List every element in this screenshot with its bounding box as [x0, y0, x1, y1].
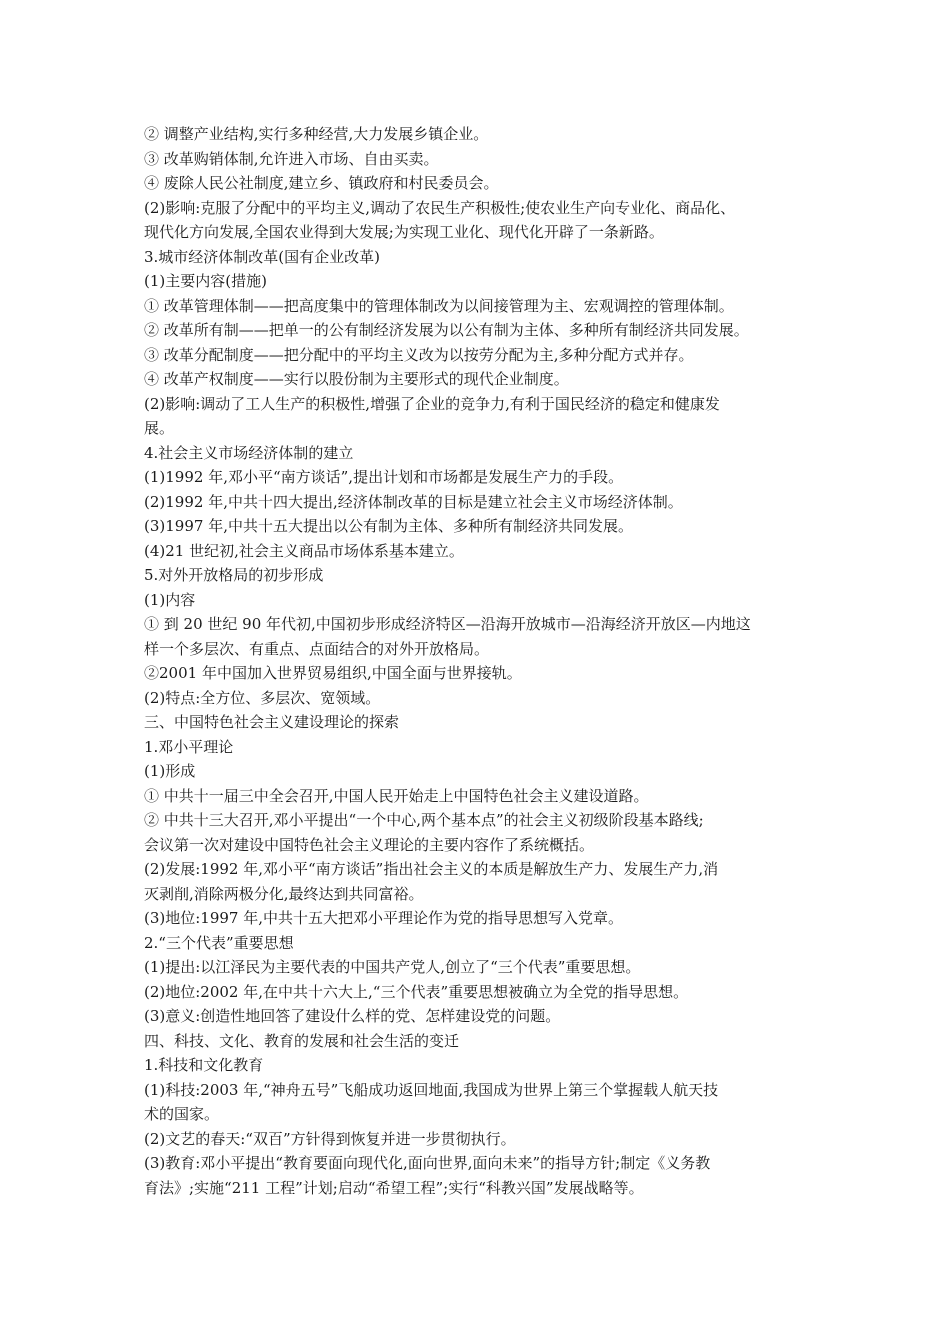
- text-line: (2)地位:2002 年,在中共十六大上,“三个代表”重要思想被确立为全党的指导思想。: [144, 982, 689, 1001]
- section-heading: 1.科技和文化教育: [144, 1056, 264, 1074]
- text-line: (2)发展:1992 年,邓小平“南方谈话”指出社会主义的本质是解放生产力、发展生产力,消: [144, 860, 719, 878]
- text-line: 样一个多层次、有重点、点面结合的对外开放格局。: [144, 639, 490, 658]
- text-line: 现代化方向发展,全国农业得到大发展;为实现工业化、现代化开辟了一条新路。: [144, 223, 664, 241]
- text-line: (3)1997 年,中共十五大提出以公有制为主体、多种所有制经济共同发展。: [144, 517, 633, 535]
- text-line: (3)意义:创造性地回答了建设什么样的党、怎样建设党的问题。: [144, 1007, 561, 1025]
- chapter-heading: 三、中国特色社会主义建设理论的探索: [144, 713, 400, 731]
- text-line: (2)特点:全方位、多层次、宽领域。: [144, 688, 381, 707]
- text-line: ②2001 年中国加入世界贸易组织,中国全面与世界接轨。: [144, 664, 522, 682]
- text-line: 灭剥削,消除两极分化,最终达到共同富裕。: [144, 884, 424, 903]
- text-line: ② 调整产业结构,实行多种经营,大力发展乡镇企业。: [144, 125, 489, 143]
- text-line: (1)主要内容(措施): [144, 272, 267, 290]
- text-line: ③ 改革购销体制,允许进入市场、自由买卖。: [144, 149, 439, 168]
- text-line: ① 到 20 世纪 90 年代初,中国初步形成经济特区—沿海开放城市—沿海经济开放区—内地这: [144, 615, 751, 633]
- text-line: (1)科技:2003 年,“神舟五号”飞船成功返回地面,我国成为世界上第三个掌握载人航天技: [144, 1080, 719, 1099]
- text-line: ③ 改革分配制度——把分配中的平均主义改为以按劳分配为主,多种分配方式并存。: [144, 345, 694, 364]
- text-line: ④ 改革产权制度——实行以股份制为主要形式的现代企业制度。: [144, 370, 569, 388]
- text-line: (2)文艺的春天:“双百”方针得到恢复并进一步贯彻执行。: [144, 1129, 516, 1148]
- text-line: (4)21 世纪初,社会主义商品市场体系基本建立。: [144, 541, 464, 560]
- section-heading: 5.对外开放格局的初步形成: [144, 566, 324, 584]
- text-line: (1)1992 年,邓小平“南方谈话”,提出计划和市场都是发展生产力的手段。: [144, 468, 624, 486]
- chapter-heading: 四、科技、文化、教育的发展和社会生活的变迁: [144, 1031, 460, 1050]
- section-heading: 1.邓小平理论: [144, 737, 234, 756]
- text-line: ④ 废除人民公社制度,建立乡、镇政府和村民委员会。: [144, 174, 499, 192]
- section-heading: 2.“三个代表”重要思想: [144, 933, 294, 952]
- text-line: (1)形成: [144, 762, 196, 780]
- text-line: 术的国家。: [144, 1105, 220, 1123]
- text-line: ② 改革所有制——把单一的公有制经济发展为以公有制为主体、多种所有制经济共同发展。: [144, 321, 749, 339]
- text-line: (2)影响:克服了分配中的平均主义,调动了农民生产积极性;使农业生产向专业化、商品化、: [144, 198, 736, 217]
- text-line: (1)提出:以江泽民为主要代表的中国共产党人,创立了“三个代表”重要思想。: [144, 958, 641, 976]
- text-line: ① 改革管理体制——把高度集中的管理体制改为以间接管理为主、宏观调控的管理体制。: [144, 296, 734, 315]
- text-line: 育法》;实施“211 工程”计划;启动“希望工程”;实行“科教兴国”发展战略等。: [144, 1178, 644, 1197]
- section-heading: 3.城市经济体制改革(国有企业改革): [144, 247, 381, 266]
- text-line: (1)内容: [144, 590, 196, 609]
- text-line: 展。: [144, 419, 175, 437]
- text-line: 会议第一次对建设中国特色社会主义理论的主要内容作了系统概括。: [144, 835, 595, 854]
- section-heading: 4.社会主义市场经济体制的建立: [144, 443, 354, 462]
- text-line: ② 中共十三大召开,邓小平提出“一个中心,两个基本点”的社会主义初级阶段基本路线;: [144, 811, 704, 829]
- text-line: ① 中共十一届三中全会召开,中国人民开始走上中国特色社会主义建设道路。: [144, 786, 649, 805]
- text-line: (2)1992 年,中共十四大提出,经济体制改革的目标是建立社会主义市场经济体制。: [144, 492, 683, 511]
- text-line: (3)地位:1997 年,中共十五大把邓小平理论作为党的指导思想写入党章。: [144, 909, 624, 927]
- text-line: (3)教育:邓小平提出“教育要面向现代化,面向世界,面向未来”的指导方针;制定《义务教: [144, 1154, 711, 1172]
- document-body: [144, 122, 824, 1200]
- text-line: (2)影响:调动了工人生产的积极性,增强了企业的竞争力,有利于国民经济的稳定和健康发: [144, 394, 720, 413]
